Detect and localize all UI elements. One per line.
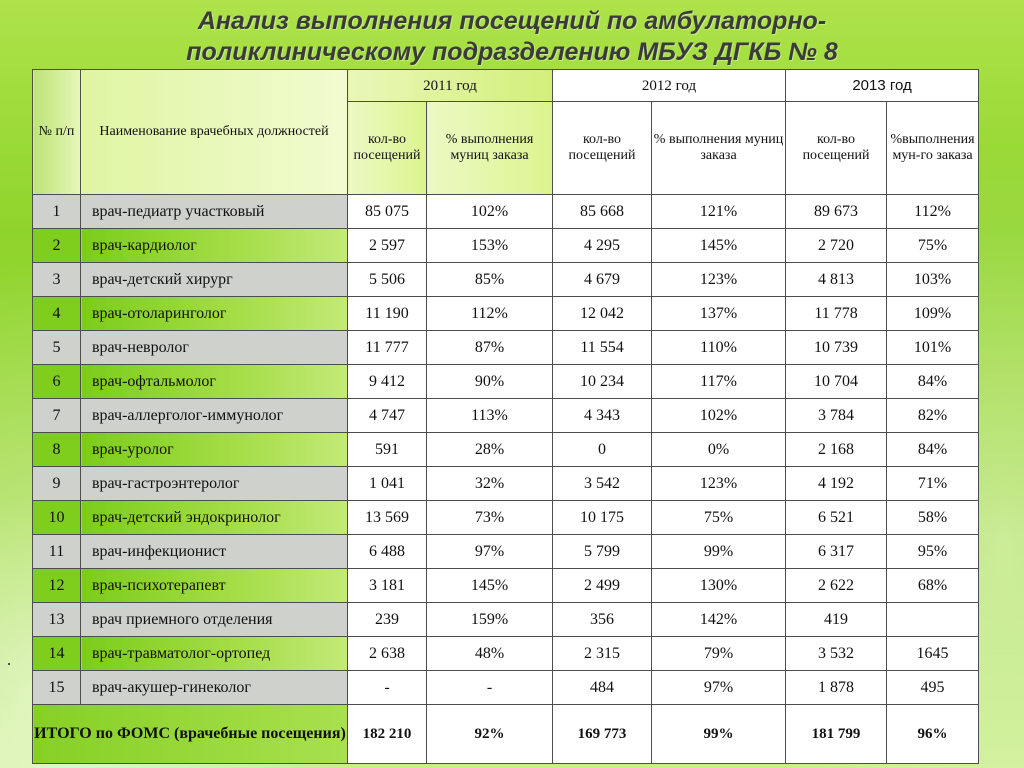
pct-2011: - bbox=[427, 671, 553, 705]
row-number: 3 bbox=[33, 263, 81, 297]
pct-2013 bbox=[887, 603, 979, 637]
visits-2011: 11 190 bbox=[348, 297, 427, 331]
total-label: ИТОГО по ФОМС (врачебные посещения) bbox=[33, 705, 348, 764]
total-pct-2012: 99% bbox=[652, 705, 786, 764]
pct-2012: 0% bbox=[652, 433, 786, 467]
pct-2013: 495 bbox=[887, 671, 979, 705]
pct-2011: 97% bbox=[427, 535, 553, 569]
total-visits-2013: 181 799 bbox=[786, 705, 887, 764]
pct-2012: 79% bbox=[652, 637, 786, 671]
pct-2011: 153% bbox=[427, 229, 553, 263]
row-number: 13 bbox=[33, 603, 81, 637]
header-year-2012: 2012 год bbox=[553, 70, 786, 102]
header-2012-visits: кол-во посещений bbox=[553, 102, 652, 195]
pct-2013: 84% bbox=[887, 365, 979, 399]
row-number: 8 bbox=[33, 433, 81, 467]
table-row bbox=[33, 331, 979, 365]
visits-2013: 2 622 bbox=[786, 569, 887, 603]
row-position-name: врач-гастроэнтеролог bbox=[81, 467, 348, 501]
header-2011-pct: % выполнения муниц заказа bbox=[427, 102, 553, 195]
total-row bbox=[33, 705, 979, 764]
row-position-name: врач-психотерапевт bbox=[81, 569, 348, 603]
pct-2013: 71% bbox=[887, 467, 979, 501]
pct-2011: 73% bbox=[427, 501, 553, 535]
header-year-2013: 2013 год bbox=[786, 70, 979, 102]
table-row bbox=[33, 535, 979, 569]
visits-2013: 89 673 bbox=[786, 195, 887, 229]
pct-2011: 145% bbox=[427, 569, 553, 603]
visits-2012: 2 499 bbox=[553, 569, 652, 603]
visits-2013: 6 317 bbox=[786, 535, 887, 569]
pct-2012: 97% bbox=[652, 671, 786, 705]
pct-2013: 112% bbox=[887, 195, 979, 229]
pct-2013: 68% bbox=[887, 569, 979, 603]
visits-2011: 6 488 bbox=[348, 535, 427, 569]
row-number: 2 bbox=[33, 229, 81, 263]
header-2013-pct: %выполнения мун-го заказа bbox=[887, 102, 979, 195]
visits-2012: 11 554 bbox=[553, 331, 652, 365]
row-position-name: врач-уролог bbox=[81, 433, 348, 467]
row-position-name: врач-акушер-гинеколог bbox=[81, 671, 348, 705]
row-number: 7 bbox=[33, 399, 81, 433]
row-position-name: врач приемного отделения bbox=[81, 603, 348, 637]
visits-2012: 356 bbox=[553, 603, 652, 637]
visits-2013: 3 532 bbox=[786, 637, 887, 671]
header-2011-visits: кол-во посещений bbox=[348, 102, 427, 195]
header-name: Наименование врачебных должностей bbox=[81, 70, 348, 195]
visits-2013: 3 784 bbox=[786, 399, 887, 433]
pct-2012: 102% bbox=[652, 399, 786, 433]
table-row bbox=[33, 263, 979, 297]
visits-2011: 3 181 bbox=[348, 569, 427, 603]
visits-2012: 4 343 bbox=[553, 399, 652, 433]
pct-2011: 85% bbox=[427, 263, 553, 297]
visits-2013: 2 168 bbox=[786, 433, 887, 467]
row-number: 4 bbox=[33, 297, 81, 331]
visits-2012: 85 668 bbox=[553, 195, 652, 229]
pct-2011: 28% bbox=[427, 433, 553, 467]
pct-2012: 130% bbox=[652, 569, 786, 603]
table-row bbox=[33, 671, 979, 705]
pct-2012: 99% bbox=[652, 535, 786, 569]
total-pct-2011: 92% bbox=[427, 705, 553, 764]
pct-2011: 32% bbox=[427, 467, 553, 501]
visits-2011: 5 506 bbox=[348, 263, 427, 297]
pct-2012: 110% bbox=[652, 331, 786, 365]
pct-2013: 58% bbox=[887, 501, 979, 535]
visits-2013: 1 878 bbox=[786, 671, 887, 705]
row-number: 5 bbox=[33, 331, 81, 365]
row-position-name: врач-аллерголог-иммунолог bbox=[81, 399, 348, 433]
visits-2013: 4 192 bbox=[786, 467, 887, 501]
visits-2012: 12 042 bbox=[553, 297, 652, 331]
visits-2011: 239 bbox=[348, 603, 427, 637]
pct-2013: 84% bbox=[887, 433, 979, 467]
visits-2011: 13 569 bbox=[348, 501, 427, 535]
row-position-name: врач-детский эндокринолог bbox=[81, 501, 348, 535]
header-2013-visits: кол-во посещений bbox=[786, 102, 887, 195]
visits-2011: 9 412 bbox=[348, 365, 427, 399]
row-number: 14 bbox=[33, 637, 81, 671]
table-row bbox=[33, 501, 979, 535]
visits-2012: 2 315 bbox=[553, 637, 652, 671]
pct-2013: 95% bbox=[887, 535, 979, 569]
table-row bbox=[33, 229, 979, 263]
row-position-name: врач-офтальмолог bbox=[81, 365, 348, 399]
pct-2011: 90% bbox=[427, 365, 553, 399]
visits-2013: 6 521 bbox=[786, 501, 887, 535]
visits-2011: 1 041 bbox=[348, 467, 427, 501]
visits-2013: 419 bbox=[786, 603, 887, 637]
row-position-name: врач-отоларинголог bbox=[81, 297, 348, 331]
pct-2013: 101% bbox=[887, 331, 979, 365]
pct-2013: 109% bbox=[887, 297, 979, 331]
row-number: 10 bbox=[33, 501, 81, 535]
header-num: № п/п bbox=[33, 70, 81, 195]
pct-2012: 123% bbox=[652, 467, 786, 501]
visits-2013: 11 778 bbox=[786, 297, 887, 331]
total-visits-2011: 182 210 bbox=[348, 705, 427, 764]
pct-2012: 121% bbox=[652, 195, 786, 229]
visits-2011: 2 638 bbox=[348, 637, 427, 671]
row-number: 1 bbox=[33, 195, 81, 229]
visits-2012: 10 234 bbox=[553, 365, 652, 399]
table-row bbox=[33, 433, 979, 467]
pct-2013: 75% bbox=[887, 229, 979, 263]
visits-2012: 5 799 bbox=[553, 535, 652, 569]
row-position-name: врач-инфекционист bbox=[81, 535, 348, 569]
pct-2011: 87% bbox=[427, 331, 553, 365]
visits-table bbox=[32, 69, 979, 764]
visits-2013: 10 704 bbox=[786, 365, 887, 399]
pct-2012: 75% bbox=[652, 501, 786, 535]
visits-2012: 10 175 bbox=[553, 501, 652, 535]
pct-2012: 142% bbox=[652, 603, 786, 637]
visits-2013: 4 813 bbox=[786, 263, 887, 297]
visits-2011: 2 597 bbox=[348, 229, 427, 263]
visits-2011: 85 075 bbox=[348, 195, 427, 229]
stray-dot bbox=[8, 663, 10, 665]
row-position-name: врач-кардиолог bbox=[81, 229, 348, 263]
visits-2011: 4 747 bbox=[348, 399, 427, 433]
header-year-2011: 2011 год bbox=[348, 70, 553, 102]
row-position-name: врач-травматолог-ортопед bbox=[81, 637, 348, 671]
table-row bbox=[33, 297, 979, 331]
table-row bbox=[33, 195, 979, 229]
title-line-1: Анализ выполнения посещений по амбулаторно- bbox=[197, 7, 827, 35]
table-row bbox=[33, 637, 979, 671]
header-2012-pct: % выполнения муниц заказа bbox=[652, 102, 786, 195]
pct-2012: 123% bbox=[652, 263, 786, 297]
table-row bbox=[33, 365, 979, 399]
table-row bbox=[33, 603, 979, 637]
pct-2012: 137% bbox=[652, 297, 786, 331]
visits-2012: 4 295 bbox=[553, 229, 652, 263]
row-position-name: врач-педиатр участковый bbox=[81, 195, 348, 229]
row-number: 12 bbox=[33, 569, 81, 603]
pct-2012: 117% bbox=[652, 365, 786, 399]
page-title bbox=[0, 6, 1024, 68]
visits-2011: 591 bbox=[348, 433, 427, 467]
total-pct-2013: 96% bbox=[887, 705, 979, 764]
visits-2013: 2 720 bbox=[786, 229, 887, 263]
visits-2012: 0 bbox=[553, 433, 652, 467]
row-position-name: врач-невролог bbox=[81, 331, 348, 365]
visits-2012: 484 bbox=[553, 671, 652, 705]
table-row bbox=[33, 399, 979, 433]
pct-2013: 1645 bbox=[887, 637, 979, 671]
row-number: 6 bbox=[33, 365, 81, 399]
pct-2013: 103% bbox=[887, 263, 979, 297]
visits-2011: 11 777 bbox=[348, 331, 427, 365]
table-row bbox=[33, 569, 979, 603]
table-body bbox=[33, 195, 979, 764]
visits-2012: 3 542 bbox=[553, 467, 652, 501]
pct-2011: 113% bbox=[427, 399, 553, 433]
visits-2011: - bbox=[348, 671, 427, 705]
pct-2011: 48% bbox=[427, 637, 553, 671]
pct-2011: 159% bbox=[427, 603, 553, 637]
row-number: 11 bbox=[33, 535, 81, 569]
row-position-name: врач-детский хирург bbox=[81, 263, 348, 297]
visits-2012: 4 679 bbox=[553, 263, 652, 297]
title-line-2: поликлиническому подразделению МБУЗ ДГКБ № 8 bbox=[186, 38, 838, 66]
visits-2013: 10 739 bbox=[786, 331, 887, 365]
pct-2013: 82% bbox=[887, 399, 979, 433]
pct-2011: 112% bbox=[427, 297, 553, 331]
pct-2011: 102% bbox=[427, 195, 553, 229]
pct-2012: 145% bbox=[652, 229, 786, 263]
table-row bbox=[33, 467, 979, 501]
row-number: 15 bbox=[33, 671, 81, 705]
total-visits-2012: 169 773 bbox=[553, 705, 652, 764]
row-number: 9 bbox=[33, 467, 81, 501]
